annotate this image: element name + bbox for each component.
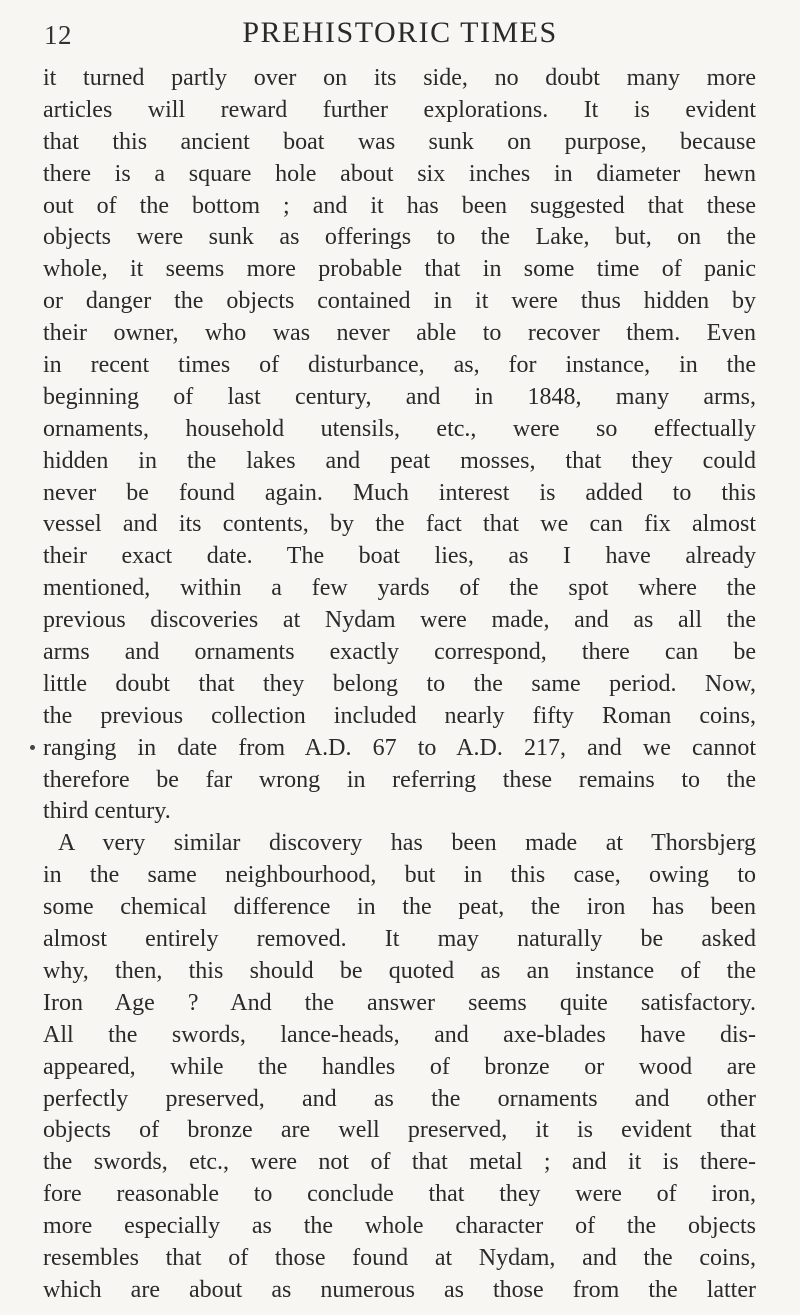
text-line: almost entirely removed. It may naturally be asked — [43, 926, 756, 953]
text-line: therefore be far wrong in referring these remains to the — [43, 766, 756, 793]
text-line: articles will reward further explorations. It is evident — [43, 96, 756, 123]
text-line: some chemical difference in the peat, the iron has been — [43, 894, 756, 921]
text-line: in the same neighbourhood, but in this case, owing to — [43, 862, 756, 889]
text-line: ranging in date from A.D. 67 to A.D. 217, and we cannot — [43, 734, 756, 761]
text-line: objects of bronze are well preserved, it is evident that — [43, 1117, 756, 1144]
text-line: never be found again. Much interest is added to this — [43, 479, 756, 506]
paragraph-end-line: third century. — [43, 798, 171, 825]
text-line: whole, it seems more probable that in some time of panic — [43, 256, 756, 283]
text-line: in recent times of disturbance, as, for instance, in the — [43, 352, 756, 379]
text-line: or danger the objects contained in it were thus hidden by — [43, 288, 756, 315]
text-line: All the swords, lance-heads, and axe-blades have dis- — [43, 1021, 756, 1048]
text-line: the previous collection included nearly fifty Roman coins, — [43, 702, 756, 729]
body-text — [43, 63, 756, 1307]
text-line: hidden in the lakes and peat mosses, that they could — [43, 447, 756, 474]
text-line: their exact date. The boat lies, as I have already — [43, 543, 756, 570]
margin-dot — [30, 745, 35, 750]
text-line: out of the bottom ; and it has been suggested that these — [43, 192, 756, 219]
text-line: why, then, this should be quoted as an instance of the — [43, 957, 756, 984]
text-line: their owner, who was never able to recover them. Even — [43, 320, 756, 347]
text-line: that this ancient boat was sunk on purpose, because — [43, 128, 756, 155]
text-line: the swords, etc., were not of that metal ; and it is there- — [43, 1149, 756, 1176]
paragraph-start-line: A very similar discovery has been made at Thorsbjerg — [58, 830, 756, 857]
text-line: resembles that of those found at Nydam, and the coins, — [43, 1244, 756, 1271]
text-line: appeared, while the handles of bronze or wood are — [43, 1053, 756, 1080]
text-line: objects were sunk as offerings to the Lake, but, on the — [43, 224, 756, 251]
page-header — [44, 12, 756, 56]
text-line: little doubt that they belong to the same period. Now, — [43, 670, 756, 697]
text-line: perfectly preserved, and as the ornaments and other — [43, 1085, 756, 1112]
text-line: arms and ornaments exactly correspond, there can be — [43, 639, 756, 666]
text-line: vessel and its contents, by the fact that we can fix almost — [43, 511, 756, 538]
text-line: mentioned, within a few yards of the spot where the — [43, 575, 756, 602]
text-line: ornaments, household utensils, etc., were so effectually — [43, 415, 756, 442]
text-line: it turned partly over on its side, no doubt many more — [43, 65, 756, 91]
text-line: previous discoveries at Nydam were made, and as all the — [43, 607, 756, 634]
running-head: PREHISTORIC TIMES — [242, 16, 558, 49]
text-line: beginning of last century, and in 1848, many arms, — [43, 383, 756, 410]
text-line: there is a square hole about six inches in diameter hewn — [43, 160, 756, 187]
text-line: more especially as the whole character of the objects — [43, 1213, 756, 1240]
text-line: fore reasonable to conclude that they were of iron, — [43, 1181, 756, 1208]
text-line: which are about as numerous as those from the latter — [43, 1276, 756, 1303]
page-number: 12 — [44, 20, 72, 50]
text-line: Iron Age ? And the answer seems quite satisfactory. — [43, 989, 756, 1016]
